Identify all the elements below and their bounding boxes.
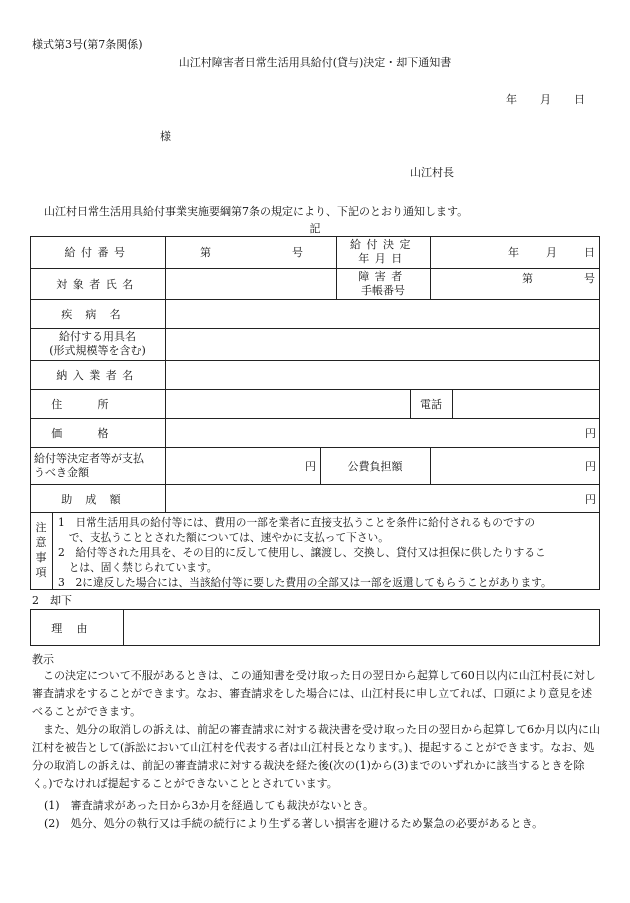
subsidy-label: 助成額 <box>61 492 134 506</box>
note-line: 1 日常生活用具の給付等には、費用の一部を業者に直接支払うことを条件に給付されるものですの <box>58 516 536 529</box>
public-burden-label: 公費負担額 <box>347 459 403 473</box>
decision-year: 年 <box>508 246 519 259</box>
handbook-dai: 第 <box>522 272 533 285</box>
date-month: 月 <box>540 93 551 106</box>
notes-text <box>58 515 552 590</box>
supplier-label: 納入業者名 <box>56 368 139 382</box>
benefit-number-go: 号 <box>292 246 303 259</box>
payment-yen: 円 <box>305 459 316 473</box>
note-line: で、支払うこととされた額については、速やかに支払って下さい。 <box>58 531 389 544</box>
benefit-number-dai: 第 <box>200 246 211 259</box>
form-number: 様式第3号(第7条関係) <box>32 38 143 51</box>
date-day: 日 <box>574 93 585 106</box>
note-line: とは、固く禁じられています。 <box>58 561 218 574</box>
rejection-heading: 2 却下 <box>32 594 72 607</box>
price-label: 価格 <box>51 426 144 440</box>
handbook-go: 号 <box>584 272 595 285</box>
recipient-name-label: 対象者氏名 <box>56 277 139 291</box>
decision-month: 月 <box>546 246 557 259</box>
equipment-name-label: 給付する用具名 (形式規模等を含む) <box>49 330 146 357</box>
instruction-item: (1) 審査請求があった日から3か月を経過しても裁決がないとき。 <box>44 799 375 812</box>
subsidy-yen: 円 <box>585 492 596 506</box>
addressee-suffix: 様 <box>160 130 171 143</box>
instruction-item: (2) 処分、処分の執行又は手続の続行により生ずる著しい損害を避けるため緊急の必要があるとき。 <box>44 817 544 830</box>
instruction-para-1: この決定について不服があるときは、この通知書を受け取った日の翌日から起算して60日以内に山江村長に対し審査請求をすることができます。なお、審査請求をした場合には、山江村長に申し立てれば、口頭により意見を述べることができます。 <box>32 669 596 718</box>
handbook-number-label: 障害者 手帳番号 <box>358 269 408 297</box>
date-year: 年 <box>506 93 517 106</box>
instruction-heading: 教示 <box>32 653 54 666</box>
decision-date-label: 給付決定 年月日 <box>350 238 416 265</box>
address-label: 住所 <box>51 397 144 411</box>
price-yen: 円 <box>585 426 596 440</box>
reason-label: 理由 <box>51 621 102 635</box>
decision-day: 日 <box>584 246 595 259</box>
issuer-name: 山江村長 <box>410 166 454 179</box>
notes-label: 注 意 事 項 <box>35 521 47 579</box>
phone-label: 電話 <box>420 397 442 411</box>
benefit-number-label: 給付番号 <box>64 246 131 259</box>
public-burden-yen: 円 <box>585 459 596 473</box>
note-line: 3 2に違反した場合には、当該給付等に要した費用の全部又は一部を返還してもらうことがあります。 <box>58 576 552 589</box>
instruction-para-2: また、処分の取消しの訴えは、前記の審査請求に対する裁決書を受け取った日の翌日から起算して6か月以内に山江村を被告として(訴訟において山江村を代表する者は山江村長となります。)、提起することができます。なお、処分の取消しの訴えは、前記の審査請求に対する裁決を経た後(次の(1)から(3)までのいずれかに該当するときを除く。)でなければ提起することができないこととされています。 <box>32 723 600 790</box>
payment-amount-label: 給付等決定者等が支払 うべき金額 <box>34 451 144 479</box>
document-title: 山江村障害者日常生活用具給付(貸与)決定・却下通知書 <box>178 56 452 69</box>
ki-mark: 記 <box>309 222 321 235</box>
disease-label: 疾病名 <box>61 307 134 321</box>
note-line: 2 給付等された用具を、その目的に反して使用し、譲渡し、交換し、貸付又は担保に供したりするこ <box>58 546 546 559</box>
intro-text: 山江村日常生活用具給付事業実施要綱第7条の規定により、下記のとおり通知します。 <box>44 205 469 218</box>
